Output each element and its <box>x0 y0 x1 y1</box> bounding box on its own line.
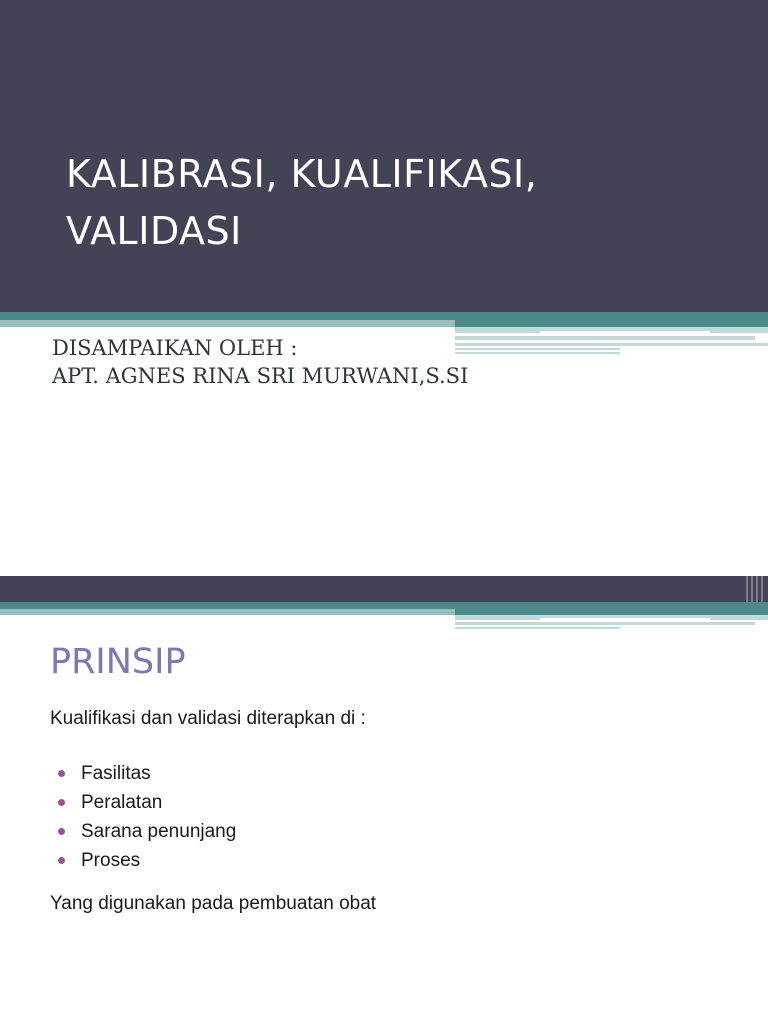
list-item-label: Fasilitas <box>81 763 151 784</box>
list-item <box>58 762 236 791</box>
content-slide <box>0 576 768 1024</box>
bullet-list <box>58 762 236 878</box>
slide-title-line-2: VALIDASI <box>66 209 242 253</box>
bullet-icon <box>58 770 65 777</box>
presenter-name: APT. AGNES RINA SRI MURWANI,S.SI <box>52 364 469 388</box>
list-item <box>58 791 236 820</box>
intro-text: Kualifikasi dan validasi diterapkan di : <box>50 708 366 729</box>
header-band <box>0 576 768 602</box>
closing-text: Yang digunakan pada pembuatan obat <box>50 893 377 914</box>
bullet-icon <box>58 828 65 835</box>
presenter-label: DISAMPAIKAN OLEH : <box>52 336 298 360</box>
section-heading: PRINSIP <box>50 642 186 682</box>
list-item-label: Peralatan <box>81 792 163 813</box>
slide-title <box>66 146 706 260</box>
list-item-label: Proses <box>81 850 141 871</box>
slide-title-line-1: KALIBRASI, KUALIFIKASI, <box>66 152 538 196</box>
presenter-block <box>52 334 468 390</box>
list-item-label: Sarana penunjang <box>81 821 237 842</box>
bullet-icon <box>58 857 65 864</box>
bullet-icon <box>58 799 65 806</box>
list-item <box>58 820 236 849</box>
list-item <box>58 849 236 878</box>
